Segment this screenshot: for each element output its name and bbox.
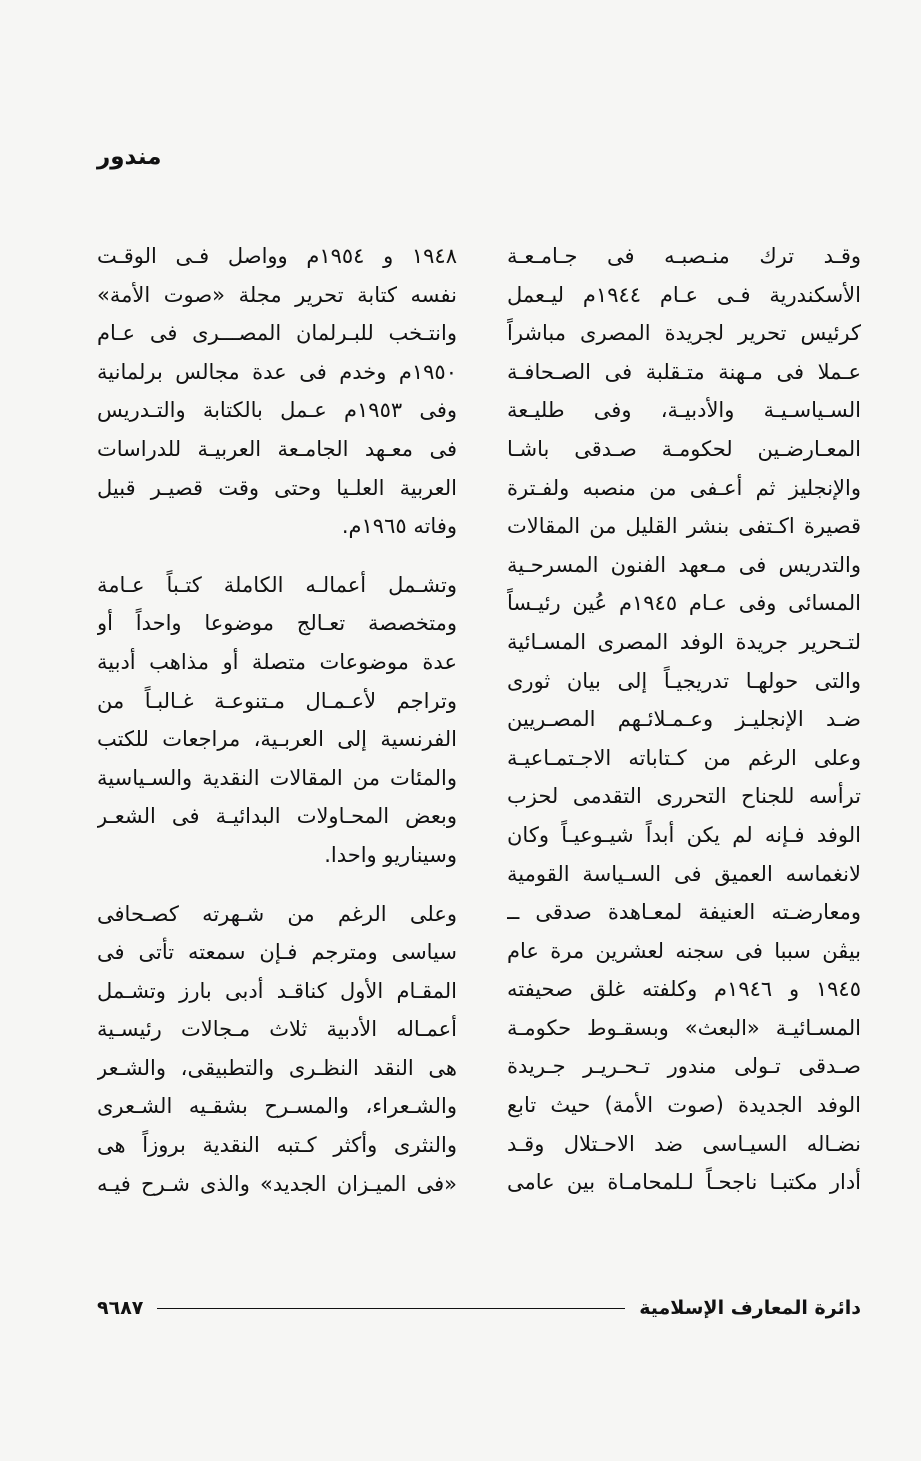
text-line: والإنجليز ثم أعـفى من منصبه ولفـترة [507, 475, 861, 500]
text-line: الأسكندرية فـى عـام ١٩٤٤م ليـعمل [507, 282, 861, 307]
journal-title: دائرة المعارف الإسلامية [639, 1297, 861, 1319]
text-line: ١٩٥٠م وخدم فى عدة مجالس برلمانية [97, 359, 457, 384]
paragraph-gap [97, 546, 457, 566]
page-number: ٩٦٨٧ [97, 1297, 144, 1319]
paragraph-2 [97, 566, 457, 875]
text-line: والشـعراء، والمسـرح بشقـيه الشـعرى [97, 1094, 457, 1119]
right-column [507, 237, 861, 1202]
text-line: ١٩٤٨ و ١٩٥٤م وواصل فـى الوقـت [97, 244, 457, 268]
text-line: ومتخصصة تعـالج موضوعا واحداً أو [97, 611, 457, 636]
text-line: المعـارضـين لحكومـة صـدقى باشـا [507, 436, 861, 461]
text-line: وعلى الرغم من كـتاباته الاجـتمـاعيـة [507, 745, 861, 770]
text-line: عدة موضوعات متصلة أو مذاهب أدبية [97, 649, 457, 674]
text-line: المقـام الأول كناقـد أدبى بارز وتشـمل [97, 978, 457, 1003]
text-line: والتدريس فى مـعهد الفنون المسرحـية [507, 552, 861, 577]
text-line: صـدقى تـولى مندور تـحـريـر جـريدة [507, 1054, 861, 1079]
text-line: أدار مكتبـا ناجحـاً لـلمحامـاة بين عامى [507, 1170, 861, 1195]
text-line: وفاته ١٩٦٥م. [341, 514, 457, 539]
footer-rule [157, 1308, 625, 1309]
text-line: عـملا فى مـهنة متـقلبة فى الصـحافـة [507, 359, 861, 384]
paragraph-3 [97, 895, 457, 1204]
text-line: نضـاله السيـاسى ضد الاحـتلال وقـد [507, 1131, 861, 1156]
text-line: وفى ١٩٥٣م عـمل بالكتابة والتـدريس [97, 398, 457, 423]
text-line: بيڤن سببا فى سجنه لعشرين مرة عام [507, 938, 861, 963]
text-line: والتى حولهـا تدريجيـاً إلى بيان ثورى [507, 668, 861, 693]
paragraph-1 [97, 237, 457, 546]
text-line: «فى الميـزان الجديد» والذى شـرح فيـه [97, 1171, 457, 1196]
text-line: ترأسه للجناح التحررى التقدمى لحزب [507, 784, 861, 809]
text-line: لانغماسه العميق فى السـياسة القومية [507, 861, 861, 886]
text-line: كرئيس تحرير لجريدة المصرى مباشراً [507, 321, 861, 346]
text-line: العربية العلـيا وحتى وقت قصيـر قبيل [97, 475, 457, 500]
text-line: وتراجم لأعـمـال مـتنوعـة غـالبـاً من [97, 688, 457, 713]
running-head: مندور [97, 144, 162, 170]
text-line: ومعارضـته العنيفة لمعـاهدة صدقى ــ [507, 900, 861, 925]
page-footer [97, 1293, 861, 1323]
paragraph-gap [97, 875, 457, 895]
text-line: المسائى وفى عـام ١٩٤٥م عُين رئيـساً [507, 591, 861, 616]
text-line: نفسه كتابة تحرير مجلة «صوت الأمة» [97, 282, 457, 307]
text-line: والمئات من المقالات النقدية والسـياسية [97, 765, 457, 790]
text-line: الفرنسية إلى العربـية، مراجعات للكتب [97, 727, 457, 752]
text-line: وسيناريو واحدا. [324, 842, 457, 867]
text-line: وانتـخب للبـرلمان المصـــرى فى عـام [97, 321, 457, 346]
text-line: أعمـاله الأدبية ثلاث مـجالات رئيسـية [97, 1017, 457, 1042]
left-column [97, 237, 457, 1203]
text-line: لتـحرير جريدة الوفد المصرى المسـائية [507, 629, 861, 654]
text-line: الوفد الجديدة (صوت الأمة) حيث تابع [507, 1093, 861, 1118]
text-line: السـياسـيـة والأدبيـة، وفى طليـعة [507, 398, 861, 423]
text-line: هى النقد النظـرى والتطبيقى، والشـعر [97, 1055, 457, 1080]
text-line: والنثرى وأكثر كـتبه النقدية بروزاً هى [97, 1133, 457, 1158]
text-line: وقـد ترك منـصبـه فى جـامـعـة [507, 244, 861, 268]
text-line: فى معـهد الجامـعة العربيـة للدراسات [97, 436, 457, 461]
text-line: قصيرة اكـتفى بنشر القليل من المقالات [507, 514, 861, 539]
text-line: سياسى ومترجم فـإن سمعته تأتى فى [97, 940, 457, 965]
text-line: وبعض المحـاولات البدائيـة فى الشعـر [97, 804, 457, 829]
text-line: المسـائيـة «البعث» وبسقـوط حكومـة [507, 1015, 861, 1040]
text-line: الوفد فـإنه لم يكن أبداً شيـوعيـاً وكان [507, 822, 861, 847]
text-line: وعلى الرغم من شـهرته كصـحافى [97, 901, 457, 926]
text-line: ضـد الإنجليـز وعـمـلائـهم المصـريين [507, 707, 861, 732]
text-line: ١٩٤٥ و ١٩٤٦م وكلفته غلق صحيفته [507, 977, 861, 1002]
text-line: وتشـمل أعمالـه الكاملة كتـباً عـامة [97, 572, 457, 597]
